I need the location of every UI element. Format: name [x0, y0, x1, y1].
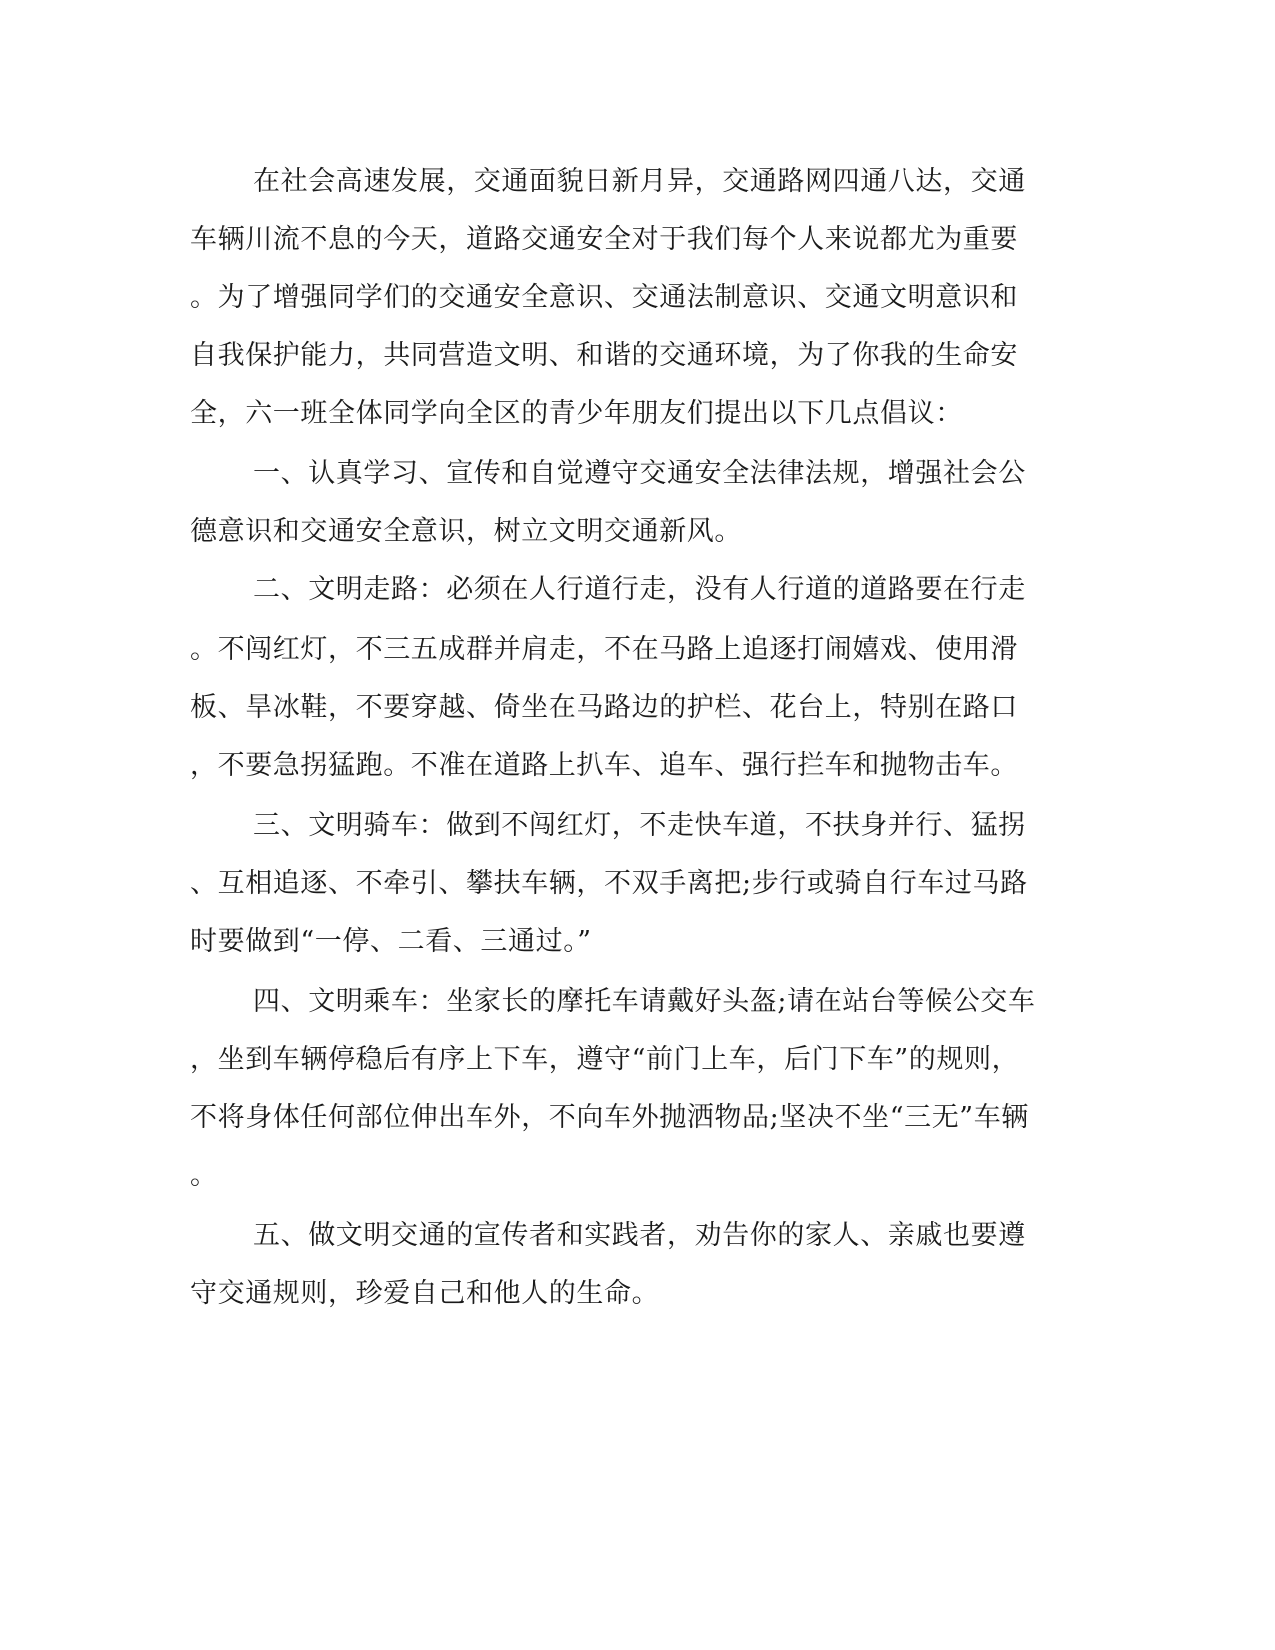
text-line: 二、文明走路：必须在人行道行走，没有人行道的道路要在行走: [253, 574, 1026, 605]
text-line: ，坐到车辆停稳后有序上下车，遵守“前门上车，后门下车”的规则，: [190, 1044, 1020, 1075]
text-line: 、互相追逐、不牵引、攀扶车辆，不双手离把;步行或骑自行车过马路: [190, 868, 1028, 899]
text-line: 全，六一班全体同学向全区的青少年朋友们提出以下几点倡议：: [190, 398, 963, 429]
text-line: 不将身体任何部位伸出车外，不向车外抛洒物品;坚决不坐“三无”车辆: [190, 1102, 1029, 1133]
text-line: 。不闯红灯，不三五成群并肩走，不在马路上追逐打闹嬉戏、使用滑: [190, 634, 1018, 665]
text-line: 三、文明骑车：做到不闯红灯，不走快车道，不扶身并行、猛拐: [253, 810, 1026, 841]
text-line: 时要做到“一停、二看、三通过。”: [190, 926, 592, 957]
text-line: 一、认真学习、宣传和自觉遵守交通安全法律法规，增强社会公: [253, 458, 1026, 489]
text-line: 四、文明乘车：坐家长的摩托车请戴好头盔;请在站台等候公交车: [253, 986, 1036, 1017]
text-line: 在社会高速发展，交通面貌日新月异，交通路网四通八达，交通: [253, 166, 1026, 197]
text-line: 车辆川流不息的今天，道路交通安全对于我们每个人来说都尤为重要: [190, 224, 1018, 255]
text-line: 。为了增强同学们的交通安全意识、交通法制意识、交通文明意识和: [190, 282, 1018, 313]
text-line: 德意识和交通安全意识，树立文明交通新风。: [190, 516, 742, 547]
text-line: 板、旱冰鞋，不要穿越、倚坐在马路边的护栏、花台上，特别在路口: [190, 692, 1018, 723]
text-line: 。: [190, 1160, 218, 1191]
text-line: ，不要急拐猛跑。不准在道路上扒车、追车、强行拦车和抛物击车。: [190, 750, 1018, 781]
text-line: 自我保护能力，共同营造文明、和谐的交通环境，为了你我的生命安: [190, 340, 1018, 371]
text-line: 守交通规则，珍爱自己和他人的生命。: [190, 1278, 660, 1309]
text-line: 五、做文明交通的宣传者和实践者，劝告你的家人、亲戚也要遵: [253, 1220, 1026, 1251]
